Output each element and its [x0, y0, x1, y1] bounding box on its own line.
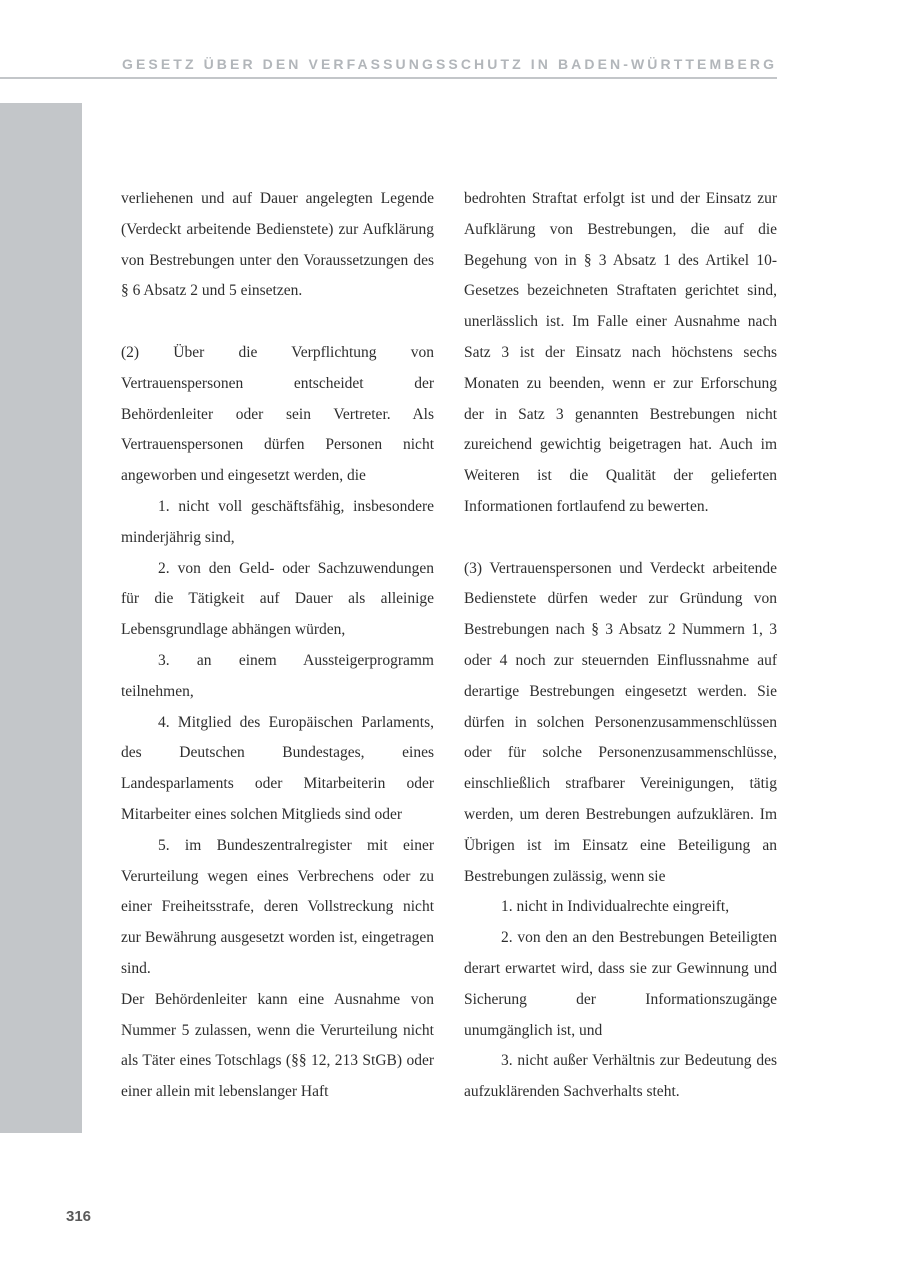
paragraph-section-3: (3) Vertrauenspersonen und Verdeckt arbeitende Bedienstete dürfen weder zur Gründung von Bestrebungen nach § 3 Absatz 2 Nummern 1, 3 oder 4 noch zur steuernden Einflussnahme auf derartige Bestrebungen eingesetzt werden. Sie dürfen in solchen Personenzusammenschlüssen oder für solche Personenzusammenschlüsse, einschließlich strafbarer Vereinigungen, tätig werden, um deren Bestrebungen aufzuklären. Im Übrigen ist im Einsatz eine Beteiligung an Bestrebungen zulässig, wenn sie: [464, 559, 777, 885]
side-margin-bar: [0, 103, 82, 1133]
paragraph: verliehenen und auf Dauer angelegten Legende (Verdeckt arbeitende Bedienstete) zur Aufklärung von Bestrebungen unter den Voraussetzungen des § 6 Absatz 2 und 5 einsetzen.: [121, 190, 434, 300]
paragraph: Der Behördenleiter kann eine Ausnahme von Nummer 5 zulassen, wenn die Verurteilung nicht als Täter eines Totschlags (§§ 12, 213 StGB) oder einer allein mit lebenslanger Haft: [121, 990, 434, 1101]
list-item: 3. an einem Aussteigerprogramm teilnehmen,: [121, 651, 434, 700]
list-item: 3. nicht außer Verhältnis zur Bedeutung des aufzuklärenden Sachverhalts steht.: [464, 1052, 777, 1101]
paragraph: bedrohten Straftat erfolgt ist und der Einsatz zur Aufklärung von Bestrebungen, die auf die Begehung von in § 3 Absatz 1 des Artikel 10-Gesetzes bezeichneten Straftaten gerichtet sind, unerlässlich ist. Im Falle einer Ausnahme nach Satz 3 ist der Einsatz nach höchstens sechs Monaten zu beenden, wenn er zur Erforschung der in Satz 3 genannten Bestrebungen nicht zureichend gewichtig beigetragen hat. Auch im Weiteren ist die Qualität der gelieferten Informationen fortlaufend zu bewerten.: [464, 190, 777, 515]
right-text-column: [464, 184, 777, 1108]
list-item: 4. Mitglied des Europäischen Parlaments, des Deutschen Bundestages, eines Landesparlaments oder Mitarbeiterin oder Mitarbeiter eines solchen Mitglieds sind oder: [121, 713, 434, 823]
left-text-column: [121, 184, 434, 1108]
list-item: 2. von den an den Bestrebungen Beteiligten derart erwartet wird, dass sie zur Gewinnung und Sicherung der Informationszugänge unumgänglich ist, und: [464, 929, 777, 1039]
list-item: 5. im Bundeszentralregister mit einer Verurteilung wegen eines Verbrechens oder zu einer Freiheitsstrafe, deren Vollstreckung nicht zur Bewährung ausgesetzt worden ist, eingetragen sind.: [121, 836, 434, 977]
page-number: 316: [66, 1208, 92, 1225]
list-item: 1. nicht in Individualrechte eingreift,: [501, 898, 730, 916]
header-rule: [0, 77, 777, 79]
list-item: 1. nicht voll geschäftsfähig, insbesondere minderjährig sind,: [121, 497, 434, 546]
running-header-title: GESETZ ÜBER DEN VERFASSUNGSSCHUTZ IN BADEN-WÜRTTEMBERG: [122, 56, 778, 72]
list-item: 2. von den Geld- oder Sachzuwendungen für die Tätigkeit auf Dauer als alleinige Lebensgrundlage abhängen würden,: [121, 559, 434, 639]
paragraph-section-2: (2) Über die Verpflichtung von Vertrauenspersonen entscheidet der Behördenleiter oder sein Vertreter. Als Vertrauenspersonen dürfen Personen nicht angeworben und eingesetzt werden, die: [121, 343, 434, 485]
